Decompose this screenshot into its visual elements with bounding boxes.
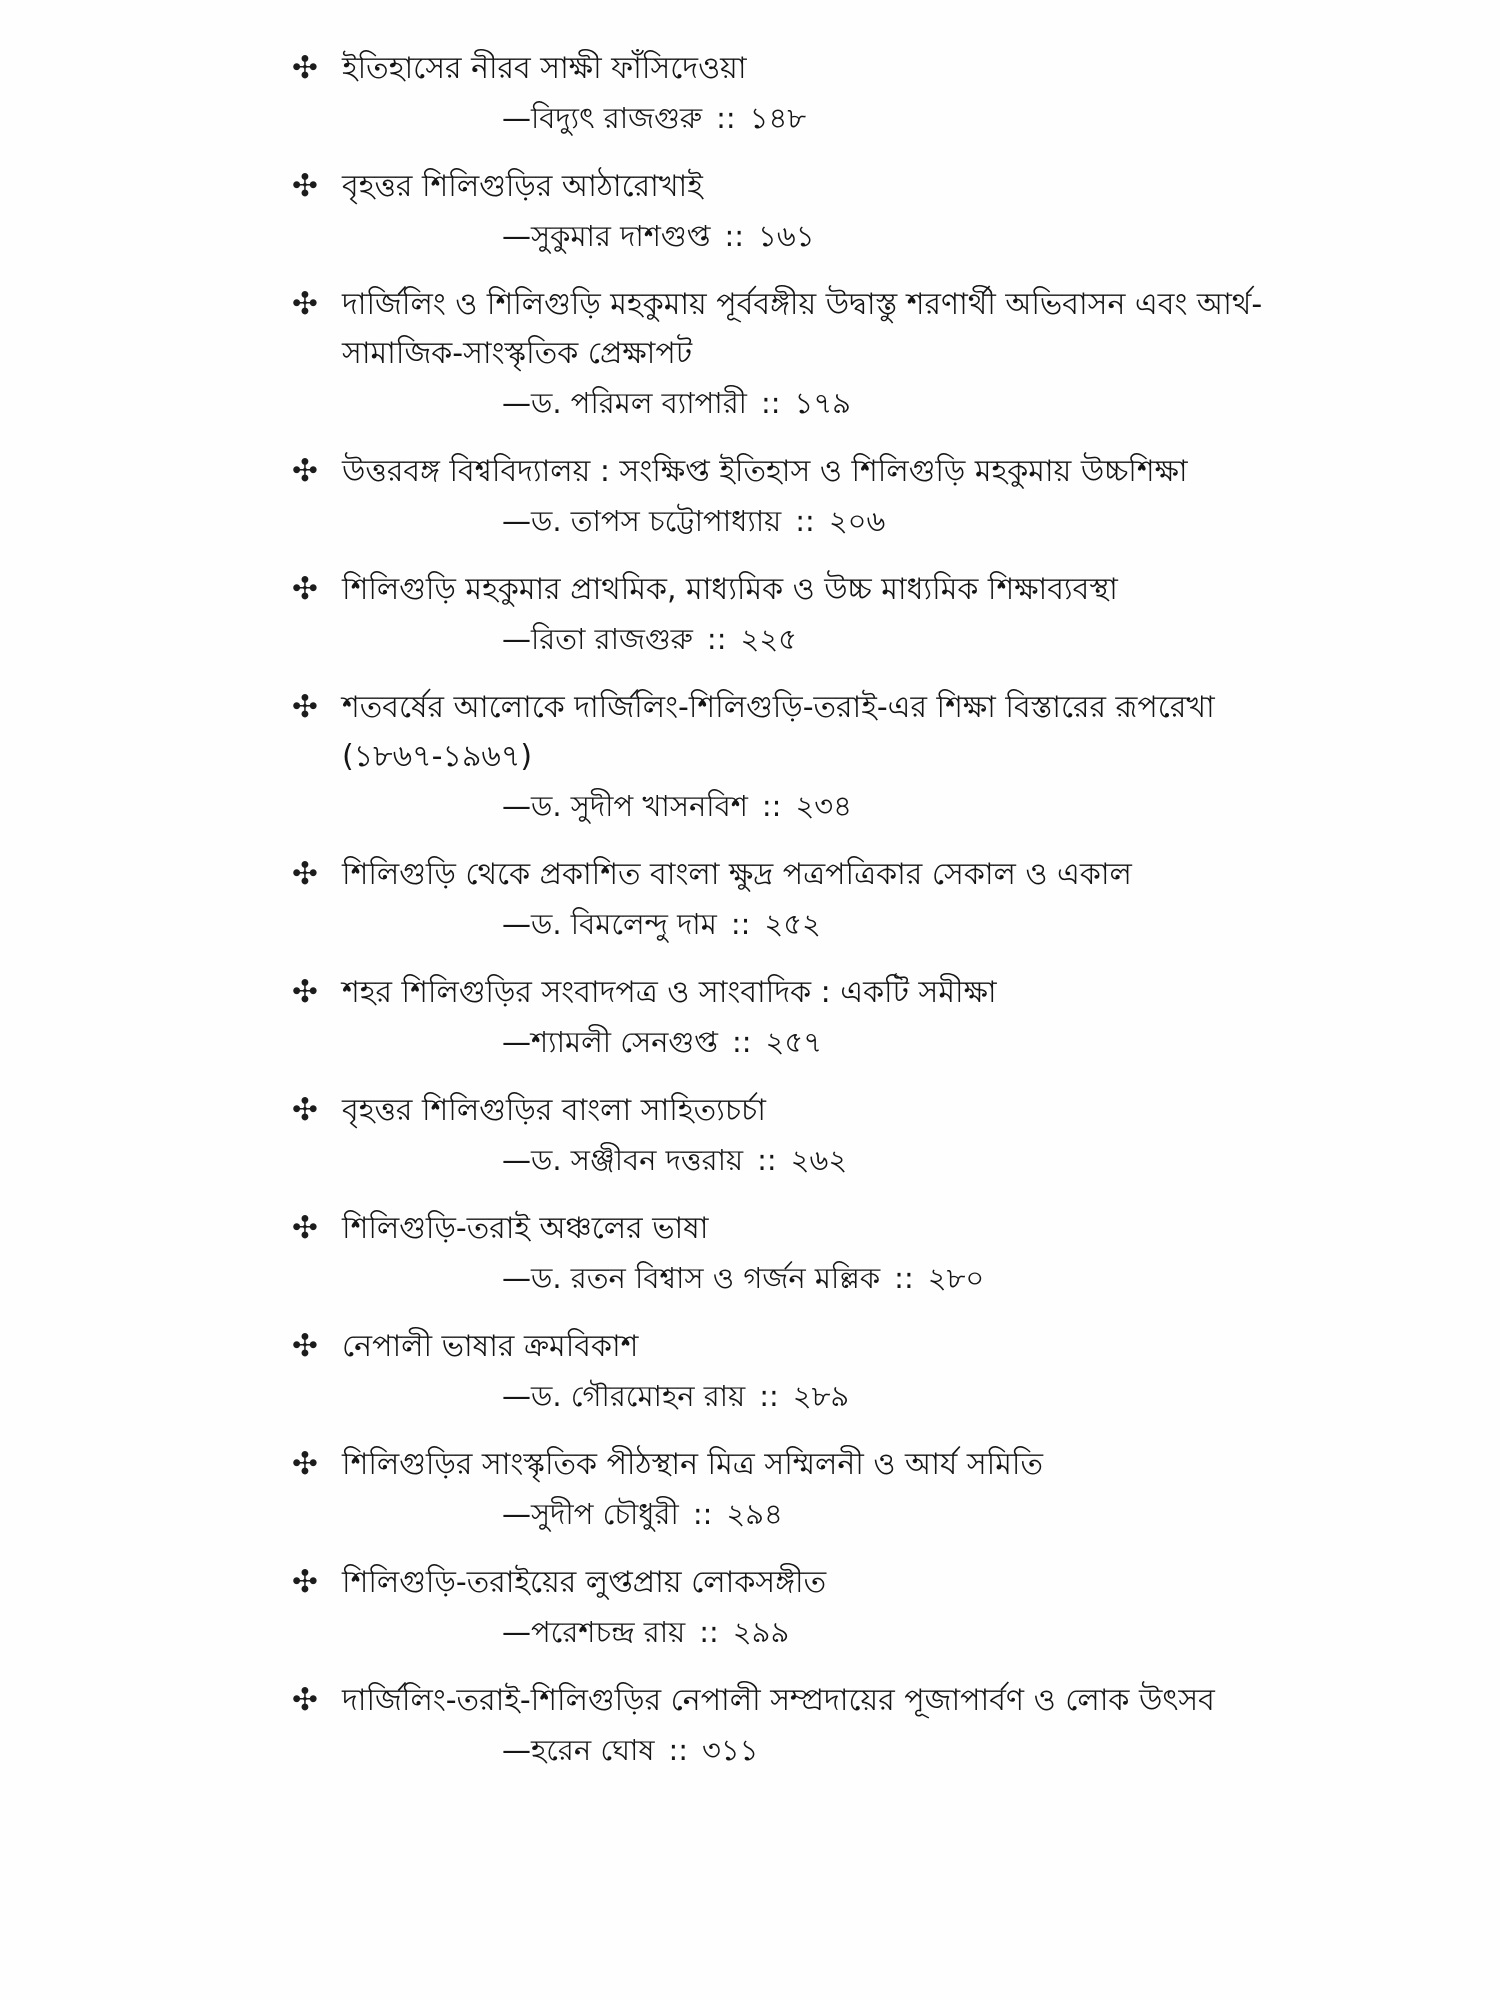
entry-byline [502, 378, 1302, 428]
entry-separator: :: [716, 101, 736, 135]
fleuron-bullet-icon: ✣ [292, 168, 318, 204]
toc-entry [292, 1086, 1302, 1185]
entry-title: নেপালী ভাষার ক্রমবিকাশ [342, 1329, 639, 1364]
entry-title: শিলিগুড়ি-তরাই অঞ্চলের ভাষা [342, 1211, 709, 1246]
toc-entry [292, 1440, 1302, 1539]
entry-byline [502, 93, 1302, 143]
entry-author: —ড. পরিমল ব্যাপারী [502, 386, 747, 420]
entry-separator: :: [699, 1615, 719, 1649]
entry-separator: :: [732, 1025, 752, 1059]
entry-separator: :: [894, 1261, 914, 1295]
entry-author: —হরেন ঘোষ [502, 1733, 655, 1767]
entry-author: —ড. বিমলেন্দু দাম [502, 907, 717, 941]
entry-byline [502, 614, 1302, 664]
entry-byline [502, 1253, 1302, 1303]
entry-page-number: ১৬১ [758, 219, 815, 253]
entry-author: —শ্যামলী সেনগুপ্ত [502, 1025, 718, 1059]
toc-entry [292, 1558, 1302, 1657]
entry-separator: :: [795, 504, 815, 538]
entry-byline [502, 899, 1302, 949]
toc-entry [292, 565, 1302, 664]
fleuron-bullet-icon: ✣ [292, 689, 318, 725]
entry-byline [502, 781, 1302, 831]
entry-title: শতবর্ষের আলোকে দার্জিলিং-শিলিগুড়ি-তরাই-এর শিক্ষা বিস্তারের রূপরেখা (১৮৬৭-১৯৬৭) [342, 690, 1215, 774]
entry-page-number: ২৬২ [790, 1143, 848, 1177]
fleuron-bullet-icon: ✣ [292, 1092, 318, 1128]
entry-author: —পরেশচন্দ্র রায় [502, 1615, 686, 1649]
entry-separator: :: [761, 789, 782, 823]
entry-author: —ড. রতন বিশ্বাস ও গর্জন মল্লিক [502, 1261, 881, 1295]
entry-separator: :: [724, 219, 745, 253]
entry-byline [502, 1135, 1302, 1185]
entry-author: —রিতা রাজগুরু [502, 622, 693, 656]
entry-separator: :: [760, 386, 781, 420]
entry-author: —ড. তাপস চট্টোপাধ্যায় [502, 504, 782, 538]
entry-page-number: ২২৫ [740, 622, 797, 656]
entry-title: ইতিহাসের নীরব সাক্ষী ফাঁসিদেওয়া [342, 51, 747, 86]
entry-byline [502, 1489, 1302, 1539]
entry-author: —ড. সুদীপ খাসনবিশ [502, 789, 748, 823]
fleuron-bullet-icon: ✣ [292, 286, 318, 322]
entry-separator: :: [759, 1379, 779, 1413]
toc-entry [292, 1676, 1302, 1775]
fleuron-bullet-icon: ✣ [292, 571, 318, 607]
fleuron-bullet-icon: ✣ [292, 1446, 318, 1482]
entry-separator: :: [757, 1143, 777, 1177]
table-of-contents [292, 44, 1302, 1794]
entry-title: শহর শিলিগুড়ির সংবাদপত্র ও সাংবাদিক : একটি সমীক্ষা [342, 975, 997, 1010]
entry-title: শিলিগুড়ি মহকুমার প্রাথমিক, মাধ্যমিক ও উচ্চ মাধ্যমিক শিক্ষাব্যবস্থা [342, 572, 1118, 607]
entry-page-number: ১৭৯ [794, 386, 851, 420]
entry-title: দার্জিলিং ও শিলিগুড়ি মহকুমায় পূর্ববঙ্গীয় উদ্বাস্তু শরণার্থী অভিবাসন এবং আর্থ-সামাজিক-সাংস্কৃতিক প্রেক্ষাপট [342, 287, 1263, 371]
entry-author: —সুদীপ চৌধুরী [502, 1497, 679, 1531]
entry-separator: :: [730, 907, 751, 941]
fleuron-bullet-icon: ✣ [292, 453, 318, 489]
entry-page-number: ২৯৯ [732, 1615, 790, 1649]
entry-author: —ড. সঞ্জীবন দত্তরায় [502, 1143, 744, 1177]
entry-title: উত্তরবঙ্গ বিশ্ববিদ্যালয় : সংক্ষিপ্ত ইতিহাস ও শিলিগুড়ি মহকুমায় উচ্চশিক্ষা [342, 454, 1188, 489]
entry-page-number: ২৫৭ [765, 1025, 823, 1059]
entry-title: শিলিগুড়ি থেকে প্রকাশিত বাংলা ক্ষুদ্র পত্রপত্রিকার সেকাল ও একাল [342, 857, 1132, 892]
entry-title: বৃহত্তর শিলিগুড়ির বাংলা সাহিত্যচর্চা [342, 1093, 766, 1128]
entry-title: দার্জিলিং-তরাই-শিলিগুড়ির নেপালী সম্প্রদায়ের পূজাপার্বণ ও লোক উৎসব [342, 1683, 1215, 1718]
entry-page-number: ২৮০ [927, 1261, 985, 1295]
entry-page-number: ২৩৪ [795, 789, 852, 823]
entry-byline [502, 1607, 1302, 1657]
toc-entry [292, 683, 1302, 831]
entry-byline [502, 496, 1302, 546]
entry-byline [502, 1725, 1302, 1775]
entry-author: —বিদ্যুৎ রাজগুরু [502, 101, 703, 135]
entry-page-number: ৩১১ [702, 1733, 759, 1767]
fleuron-bullet-icon: ✣ [292, 1328, 318, 1364]
entry-author: —সুকুমার দাশগুপ্ত [502, 219, 711, 253]
toc-entry [292, 44, 1302, 143]
entry-page-number: ২৫২ [764, 907, 821, 941]
entry-page-number: ২৯৪ [726, 1497, 783, 1531]
toc-entry [292, 447, 1302, 546]
toc-entry [292, 968, 1302, 1067]
fleuron-bullet-icon: ✣ [292, 1682, 318, 1718]
toc-entry [292, 1204, 1302, 1303]
toc-entry [292, 280, 1302, 428]
fleuron-bullet-icon: ✣ [292, 50, 318, 86]
entry-separator: :: [706, 622, 727, 656]
entry-byline [502, 1371, 1302, 1421]
entry-separator: :: [692, 1497, 713, 1531]
toc-entry [292, 1322, 1302, 1421]
entry-title: বৃহত্তর শিলিগুড়ির আঠারোখাই [342, 169, 703, 204]
toc-entry [292, 162, 1302, 261]
entry-author: —ড. গৌরমোহন রায় [502, 1379, 746, 1413]
entry-byline [502, 1017, 1302, 1067]
entry-page-number: ২০৬ [828, 504, 886, 538]
entry-title: শিলিগুড়ির সাংস্কৃতিক পীঠস্থান মিত্র সম্মিলনী ও আর্য সমিতি [342, 1447, 1044, 1482]
toc-entry [292, 850, 1302, 949]
entry-byline [502, 211, 1302, 261]
fleuron-bullet-icon: ✣ [292, 974, 318, 1010]
entry-separator: :: [668, 1733, 688, 1767]
entry-page-number: ১৪৮ [749, 101, 807, 135]
entry-title: শিলিগুড়ি-তরাইয়ের লুপ্তপ্রায় লোকসঙ্গীত [342, 1565, 827, 1600]
entry-page-number: ২৮৯ [792, 1379, 850, 1413]
fleuron-bullet-icon: ✣ [292, 856, 318, 892]
fleuron-bullet-icon: ✣ [292, 1564, 318, 1600]
fleuron-bullet-icon: ✣ [292, 1210, 318, 1246]
